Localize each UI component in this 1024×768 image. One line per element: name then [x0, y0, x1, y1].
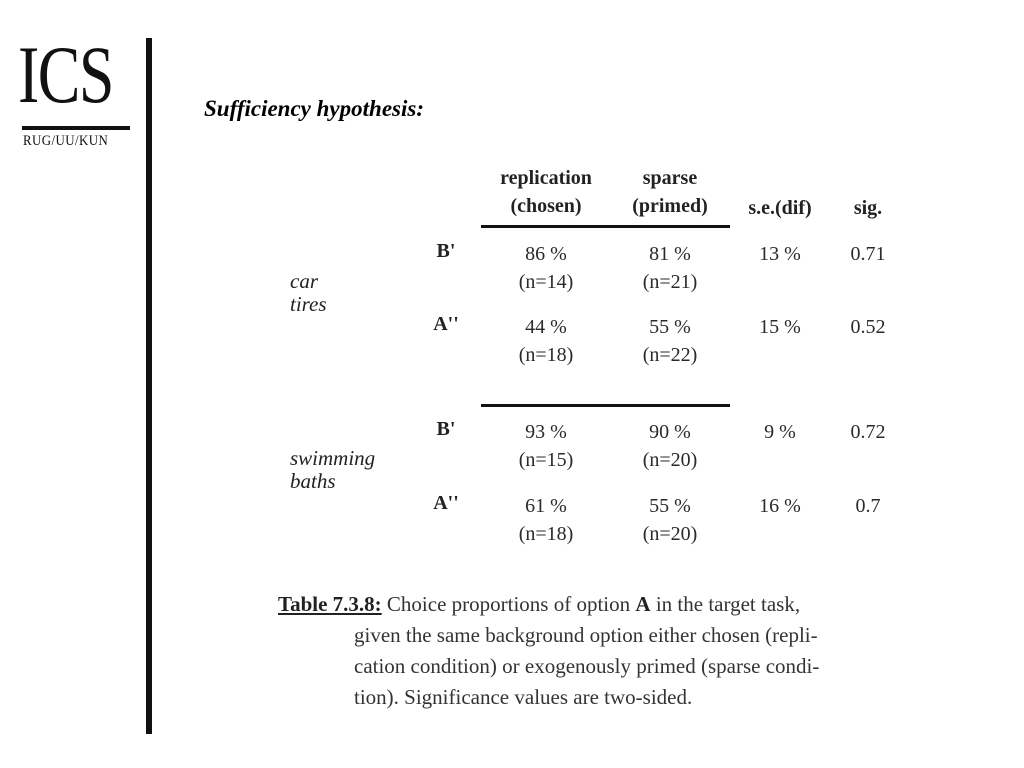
table-header-rule — [481, 225, 730, 228]
cell-sparse — [612, 418, 728, 474]
cell-n: (n=22) — [642, 344, 698, 366]
group-label-line2: tires — [290, 292, 327, 316]
cell-percent: 55 % — [649, 316, 691, 338]
cell-n: (n=14) — [518, 271, 574, 293]
row-label: A'' — [433, 492, 459, 514]
cell-percent: 81 % — [649, 243, 691, 265]
cell-sig: 0.7 — [855, 495, 881, 517]
caption-option-a: A — [635, 592, 651, 616]
header-replication-line1: replication — [500, 167, 592, 189]
group-label-line1: swimming — [290, 446, 376, 470]
slide-heading: Sufficiency hypothesis: — [204, 96, 424, 121]
group-label-swimming-baths — [290, 447, 375, 493]
cell-sig: 0.52 — [850, 316, 886, 338]
row-label: B' — [436, 418, 456, 440]
cell-replication — [484, 240, 608, 296]
cell-percent: 93 % — [525, 421, 567, 443]
caption-line-4: tion). Significance values are two-sided. — [354, 685, 693, 709]
group-label-line2: baths — [290, 469, 336, 493]
header-sparse-line1: sparse — [642, 167, 698, 189]
cell-se: 16 % — [759, 495, 801, 517]
cell-sparse — [612, 240, 728, 296]
cell-replication — [484, 313, 608, 369]
cell-percent: 61 % — [525, 495, 567, 517]
caption-text: Choice proportions of option — [381, 592, 636, 616]
table-group-rule — [481, 404, 730, 407]
cell-se: 13 % — [759, 243, 801, 265]
caption-label: Table 7.3.8: — [278, 592, 382, 616]
cell-percent: 90 % — [649, 421, 691, 443]
caption-line-1 — [278, 589, 918, 620]
table-caption — [278, 589, 918, 713]
cell-percent: 55 % — [649, 495, 691, 517]
cell-sig: 0.72 — [850, 421, 886, 443]
group-label-car-tires — [290, 270, 327, 316]
cell-percent: 44 % — [525, 316, 567, 338]
caption-line-2: given the same background option either chosen (repli- — [354, 623, 818, 647]
row-label: A'' — [433, 313, 459, 335]
logo-ics: ICS — [18, 29, 113, 120]
cell-n: (n=18) — [518, 344, 574, 366]
cell-sig: 0.71 — [850, 243, 886, 265]
header-replication — [484, 164, 608, 220]
cell-se: 15 % — [759, 316, 801, 338]
caption-line-3: cation condition) or exogenously primed (sparse condi- — [354, 654, 820, 678]
cell-n: (n=20) — [642, 449, 698, 471]
header-replication-line2: (chosen) — [510, 195, 582, 217]
cell-n: (n=21) — [642, 271, 698, 293]
header-sparse-line2: (primed) — [632, 195, 708, 217]
cell-replication — [484, 492, 608, 548]
group-label-line1: car — [290, 269, 318, 293]
logo-subtitle: RUG/UU/KUN — [23, 133, 109, 149]
cell-n: (n=15) — [518, 449, 574, 471]
header-se-dif: s.e.(dif) — [748, 197, 812, 219]
cell-percent: 86 % — [525, 243, 567, 265]
cell-n: (n=18) — [518, 523, 574, 545]
vertical-divider — [146, 38, 152, 734]
header-sig: sig. — [853, 197, 883, 219]
cell-n: (n=20) — [642, 523, 698, 545]
caption-text: in the target task, — [650, 592, 801, 616]
cell-replication — [484, 418, 608, 474]
cell-se: 9 % — [764, 421, 796, 443]
row-label: B' — [436, 240, 456, 262]
cell-sparse — [612, 492, 728, 548]
cell-sparse — [612, 313, 728, 369]
header-sparse — [612, 164, 728, 220]
logo-divider — [22, 126, 130, 130]
